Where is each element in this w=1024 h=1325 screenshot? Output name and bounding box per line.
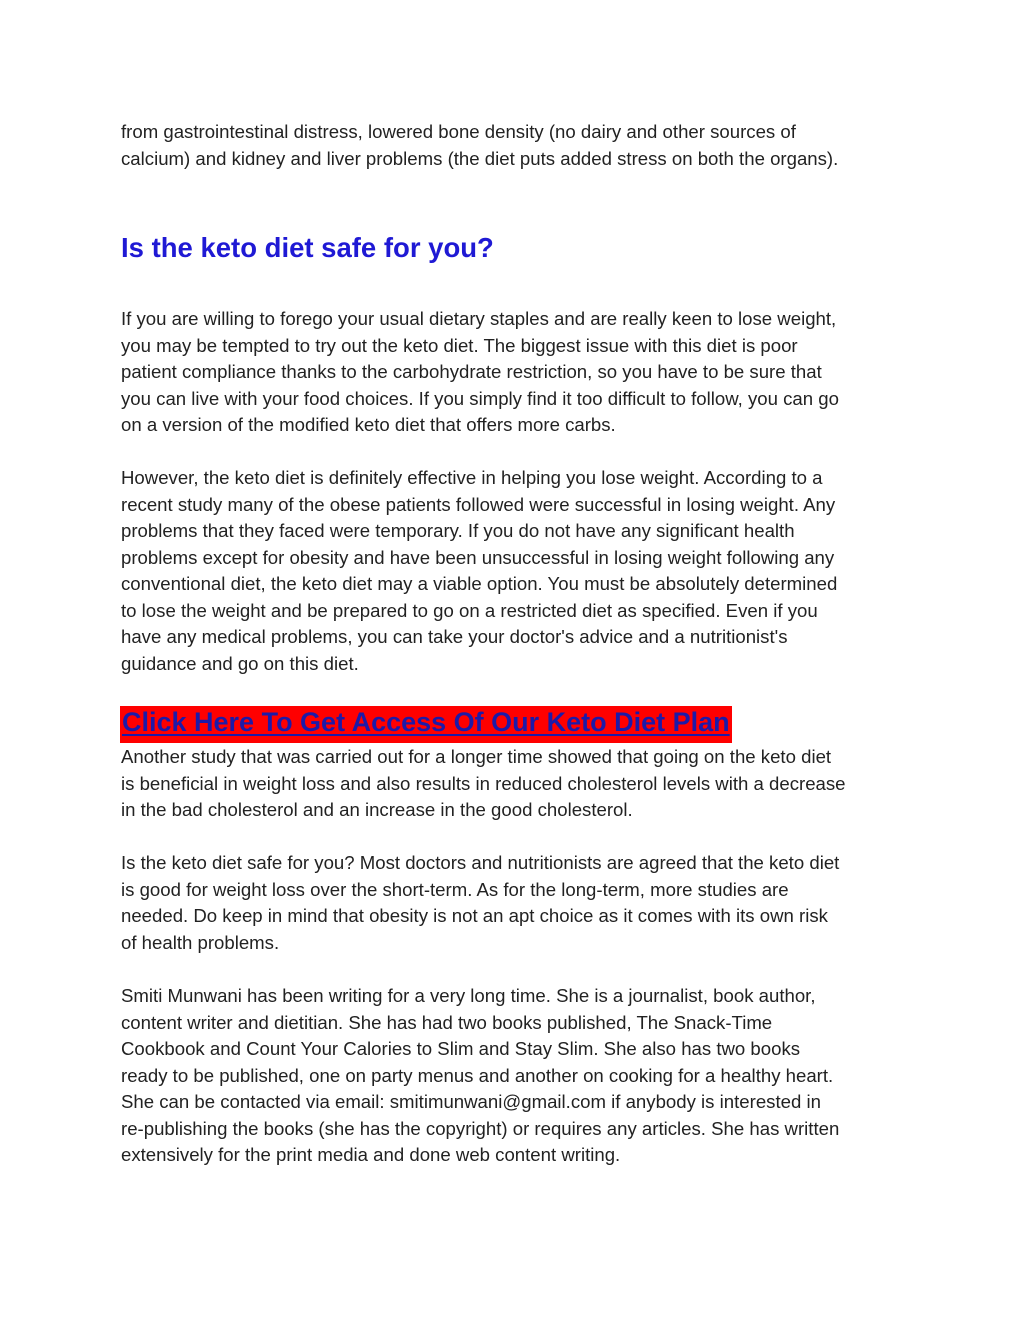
cta-highlight [120, 706, 732, 743]
paragraph-author-bio: Smiti Munwani has been writing for a very long time. She is a journalist, book author, content writer and dietitian. She has had two books published, The Snack-Time Cookbook and Count Your Calories to Slim and Stay Slim. She also has two books ready to be published, one on party menus and another on cooking for a healthy heart. She can be contacted via email: smitimunwani@gmail.com if anybody is interested in re-publishing the books (she has the copyright) or requires any articles. She has written extensively for the print media and done web content writing. [121, 985, 840, 1165]
paragraph-safety: Is the keto diet safe for you? Most doctors and nutritionists are agreed that the keto diet is good for weight loss over the short-term. As for the long-term, more studies are needed. Do keep in mind that obesity is not an apt choice as it comes with its own risk of health problems. [121, 852, 840, 953]
keto-diet-plan-link[interactable]: Click Here To Get Access Of Our Keto Diet Plan [122, 707, 730, 737]
paragraph-compliance: If you are willing to forego your usual dietary staples and are really keen to lose weight, you may be tempted to try out the keto diet. The biggest issue with this diet is poor patient compliance thanks to the carbohydrate restriction, so you have to be sure that you can live with your food choices. If you simply find it too difficult to follow, you can go on a version of the modified keto diet that offers more carbs. [121, 308, 839, 435]
paragraph-cholesterol-study: Another study that was carried out for a longer time showed that going on the keto diet is beneficial in weight loss and also results in reduced cholesterol levels with a decrease in the bad cholesterol and an increase in the good cholesterol. [121, 746, 846, 820]
paragraph-effectiveness: However, the keto diet is definitely effective in helping you lose weight. According to a recent study many of the obese patients followed were successful in losing weight. Any problems that they faced were temporary. If you do not have any significant health problems except for obesity and have been unsuccessful in losing weight following any conventional diet, the keto diet may a viable option. You must be absolutely determined to lose the weight and be prepared to go on a restricted diet as specified. Even if you have any medical problems, you can take your doctor's advice and a nutritionist's guidance and go on this diet. [121, 467, 838, 674]
intro-tail-paragraph: from gastrointestinal distress, lowered bone density (no dairy and other sources of calcium) and kidney and liver problems (the diet puts added stress on both the organs). [121, 121, 839, 169]
section-heading: Is the keto diet safe for you? [121, 232, 494, 263]
